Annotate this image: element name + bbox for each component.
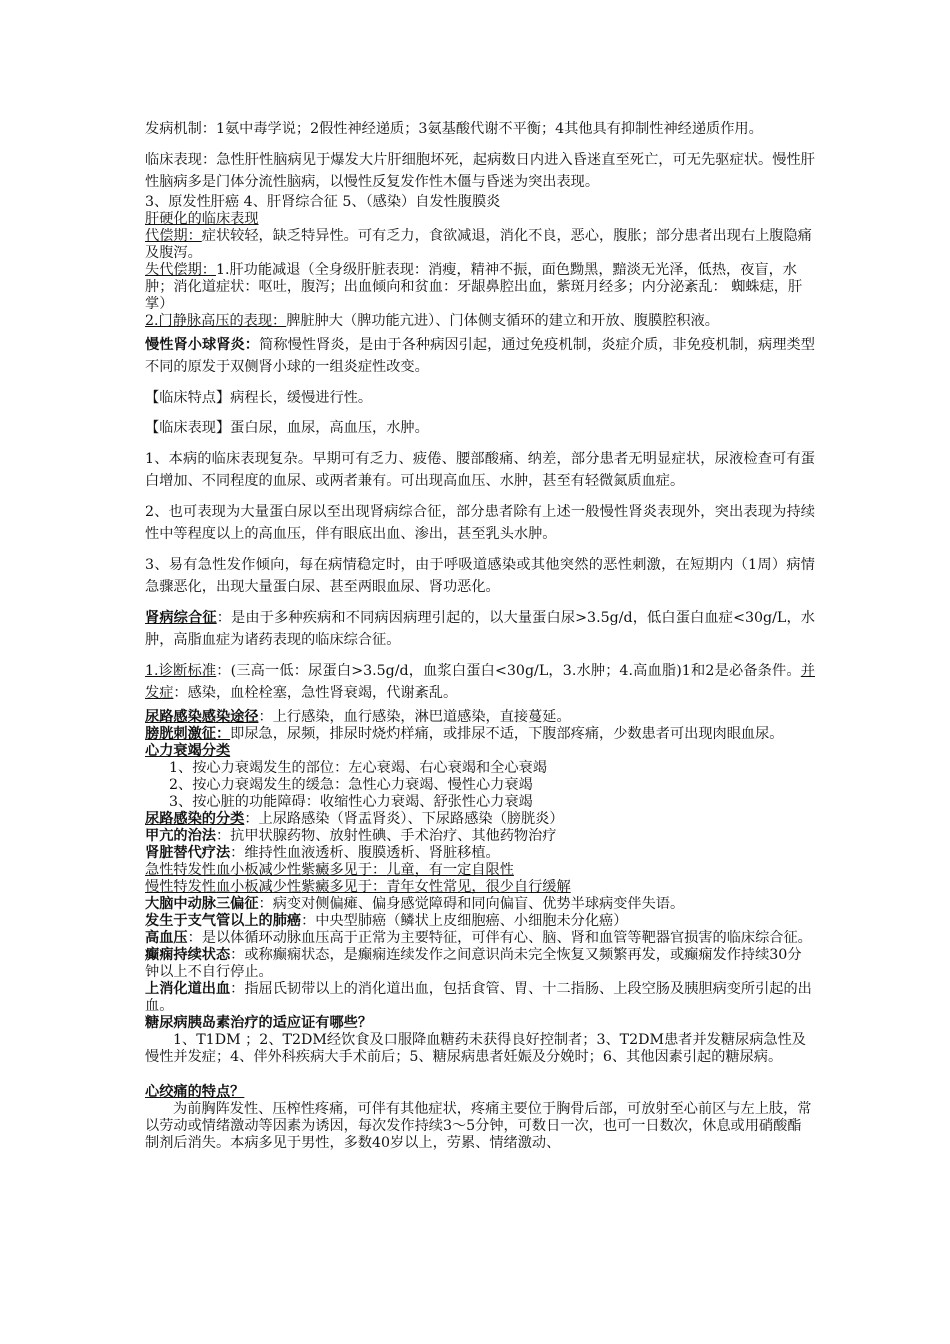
heart-failure-item: 1、按心力衰竭发生的部位：左心衰竭、右心衰竭和全心衰竭 [169,759,547,776]
spacer [145,1066,815,1084]
decompensated-stage [145,262,815,313]
cgn-item-2: 2、也可表现为大量蛋白尿以至出现肾病综合征，部分患者除有上述一般慢性肾炎表现外，突出表现为持续性中等程度以上的高血压，伴有眼底出血、渗出，甚至乳头水肿。 [145,503,815,542]
portal-label: 2.门静脉高压的表现： [145,312,287,329]
renal-replacement [145,845,815,862]
decompensated-label: 失代偿期： [145,261,216,278]
acute-itp-text: 儿童，有一定自限性 [386,861,514,878]
cgn-label: 慢性肾小球肾炎： [145,336,260,353]
bladder-label: 膀胱刺激征： [145,725,231,742]
decompensated-text: 1.肝功能减退（全身级肝脏表现：消瘦，精神不振，面色黝黑，黯淡无光泽，低热，夜盲，水肿；消化道症状：呕吐，腹泻；出血倾向和贫血：牙龈鼻腔出血，紫斑月经多；内分泌紊乱： 蜘蛛痣，肝掌） [145,261,803,312]
cgn-feature: 【临床特点】病程长，缓慢进行性。 [145,389,373,406]
complications-line: 3、原发性肝癌 4、肝肾综合征 5、（感染）自发性腹膜炎 [145,193,501,210]
hyperthyroid-label: 甲亢的治法 [145,827,216,844]
insulin-text: 1、T1DM ；2、T2DM经饮食及口服降血糖药未获得良好控制者；3、T2DM患者并发糖尿病急性及慢性并发症；4、伴外科疾病大手术前后；5、糖尿病患者妊娠及分娩时；6、其他因素引起的糖尿病。 [145,1031,806,1065]
hypertension [145,930,815,947]
hyperthyroid-treatment [145,828,815,845]
bladder-irritation [145,726,815,743]
mca-syndrome [145,896,815,913]
hyperthyroid-text: ：抗甲状腺药物、放射性碘、手术治疗、其他药物治疗 [215,827,557,844]
nephrotic-diagnosis [145,660,815,705]
nephrotic-definition [145,607,815,652]
clinical-manifestation-paragraph: 临床表现：急性肝性脑病见于爆发大片肝细胞坏死，起病数日内进入昏迷直至死亡，可无先驱症状。慢性肝性脑病多是门体分流性脑病，以慢性反复发作性木僵与昏迷为突出表现。 [145,151,815,190]
mca-text: ：病变对侧偏瘫、偏身感觉障碍和同向偏盲、优势半球病变伴失语。 [258,895,685,912]
cgn-item-3: 3、易有急性发作倾向，每在病情稳定时，由于呼吸道感染或其他突然的恶性刺激，在短期内（1周）病情急骤恶化，出现大量蛋白尿、甚至两眼血尿、肾功恶化。 [145,556,815,595]
ugib-label: 上消化道出血 [145,980,231,997]
lung-label: 发生于支气管以上的肺癌 [145,912,302,929]
bladder-text: 即尿急，尿频，排尿时烧灼样痛，或排尿不适，下腹部疼痛，少数患者可出现肉眼血尿。 [230,725,784,742]
compensated-stage [145,228,815,262]
cirrhosis-heading: 肝硬化的临床表现 [145,210,259,227]
lung-text: ：中央型肺癌（鳞状上皮细胞癌、小细胞未分化癌） [301,912,628,929]
portal-hypertension [145,313,815,330]
chronic-itp [145,879,815,896]
insulin-heading: 糖尿病胰岛素治疗的适应证有哪些？ [145,1014,373,1031]
uti-class-label: 尿路感染的分类 [145,810,245,827]
mca-label: 大脑中动脉三偏征 [145,895,259,912]
lung-cancer [145,913,815,930]
renal-text: ：维持性血液透析、腹膜透析、肾脏移植。 [230,844,500,861]
heart-failure-item: 2、按心力衰竭发生的缓急：急性心力衰竭、慢性心力衰竭 [169,776,533,793]
chronic-itp-text: 青年女性常见，很少自行缓解 [386,878,571,895]
angina-text: 为前胸阵发性、压榨性疼痛，可伴有其他症状，疼痛主要位于胸骨后部，可放射至心前区与左上肢，常以劳动或情绪激动等因素为诱因，每次发作持续3～5分钟，可数日一次，也可一日数次，休息或用硝酸酯制剂后消失。本病多见于男性，多数40岁以上，劳累、情绪激动、 [145,1100,812,1151]
ugib-text: ：指屈氏韧带以上的消化道出血，包括食管、胃、十二指肠、上段空肠及胰胆病变所引起的出血。 [145,980,812,1014]
upper-gi-bleeding [145,981,815,1015]
uti-route-text: ：上行感染，血行感染，淋巴道感染，直接蔓延。 [258,708,571,725]
document-page [145,118,815,1152]
cgn-item-1: 1、本病的临床表现复杂。早期可有乏力、疲倦、腰部酸痛、纳差，部分患者无明显症状，尿液检查可有蛋白增加、不同程度的血尿、或两者兼有。可出现高血压、水肿，甚至有轻微氮质血症。 [145,450,815,489]
hypertension-label: 高血压 [145,929,188,946]
acute-itp [145,862,815,879]
hypertension-text: ：是以体循环动脉血压高于正常为主要特征，可伴有心、脑、肾和血管等靶器官损害的临床综合征。 [187,929,812,946]
chronic-itp-label: 慢性特发性血小板减少性紫癜多见于： [145,878,387,895]
epilepsy-label: 癫痫持续状态 [145,946,231,963]
renal-label: 肾脏替代疗法 [145,844,231,861]
uti-class-text: ：上尿路感染（肾盂肾炎）、下尿路感染（膀胱炎） [244,810,564,827]
diagnosis-label: 1.诊断标准 [145,662,217,679]
status-epilepticus [145,947,815,981]
heart-failure-item: 3、按心脏的功能障碍：收缩性心力衰竭、舒张性心力衰竭 [169,793,533,810]
compensated-label: 代偿期： [145,227,202,244]
heart-failure-heading: 心力衰竭分类 [145,742,231,759]
nephrotic-label: 肾病综合征 [145,609,217,626]
cgn-definition [145,334,815,379]
portal-text: 脾脏肿大（脾功能亢进）、门体侧支循环的建立和开放、腹膜腔积液。 [286,312,719,329]
complication-text: ：感染，血栓栓塞，急性肾衰竭，代谢紊乱。 [173,685,458,701]
pathogenesis-paragraph: 发病机制：1氨中毒学说；2假性神经递质；3氨基酸代谢不平衡；4其他具有抑制性神经递质作用。 [145,121,763,137]
uti-classification [145,811,815,828]
epilepsy-text: ：或称癫痫状态，是癫痫连续发作之间意识尚未完全恢复又频繁再发，或癫痫发作持续30分钟以上不自行停止。 [145,946,802,980]
diagnosis-text: ：(三高一低：尿蛋白>3.5g/d，血浆白蛋白<30g/L，3.水肿；4.高血脂)1和2是必备条件。 [216,662,801,679]
compensated-text: 症状较轻，缺乏特异性。可有乏力，食欲减退，消化不良，恶心，腹胀；部分患者出现右上腹隐痛及腹泻。 [145,227,812,261]
complication-label: 并发症 [145,662,815,701]
uti-route [145,709,815,726]
nephrotic-text: ：是由于多种疾病和不同病因病理引起的，以大量蛋白尿>3.5g/d，低白蛋白血症<30g/L，水肿，高脂血症为诸药表现的临床综合征。 [145,609,815,648]
angina-heading: 心绞痛的特点？ [145,1083,245,1100]
cgn-manifest: 【临床表现】蛋白尿，血尿，高血压，水肿。 [145,420,429,436]
acute-itp-label: 急性特发性血小板减少性紫癜多见于： [145,861,387,878]
cgn-text: 简称慢性肾炎，是由于各种病因引起，通过免疫机制，炎症介质，非免疫机制，病理类型不同的原发于双侧肾小球的一组炎症性改变。 [145,336,815,375]
uti-route-label: 尿路感染感染途径 [145,708,259,725]
